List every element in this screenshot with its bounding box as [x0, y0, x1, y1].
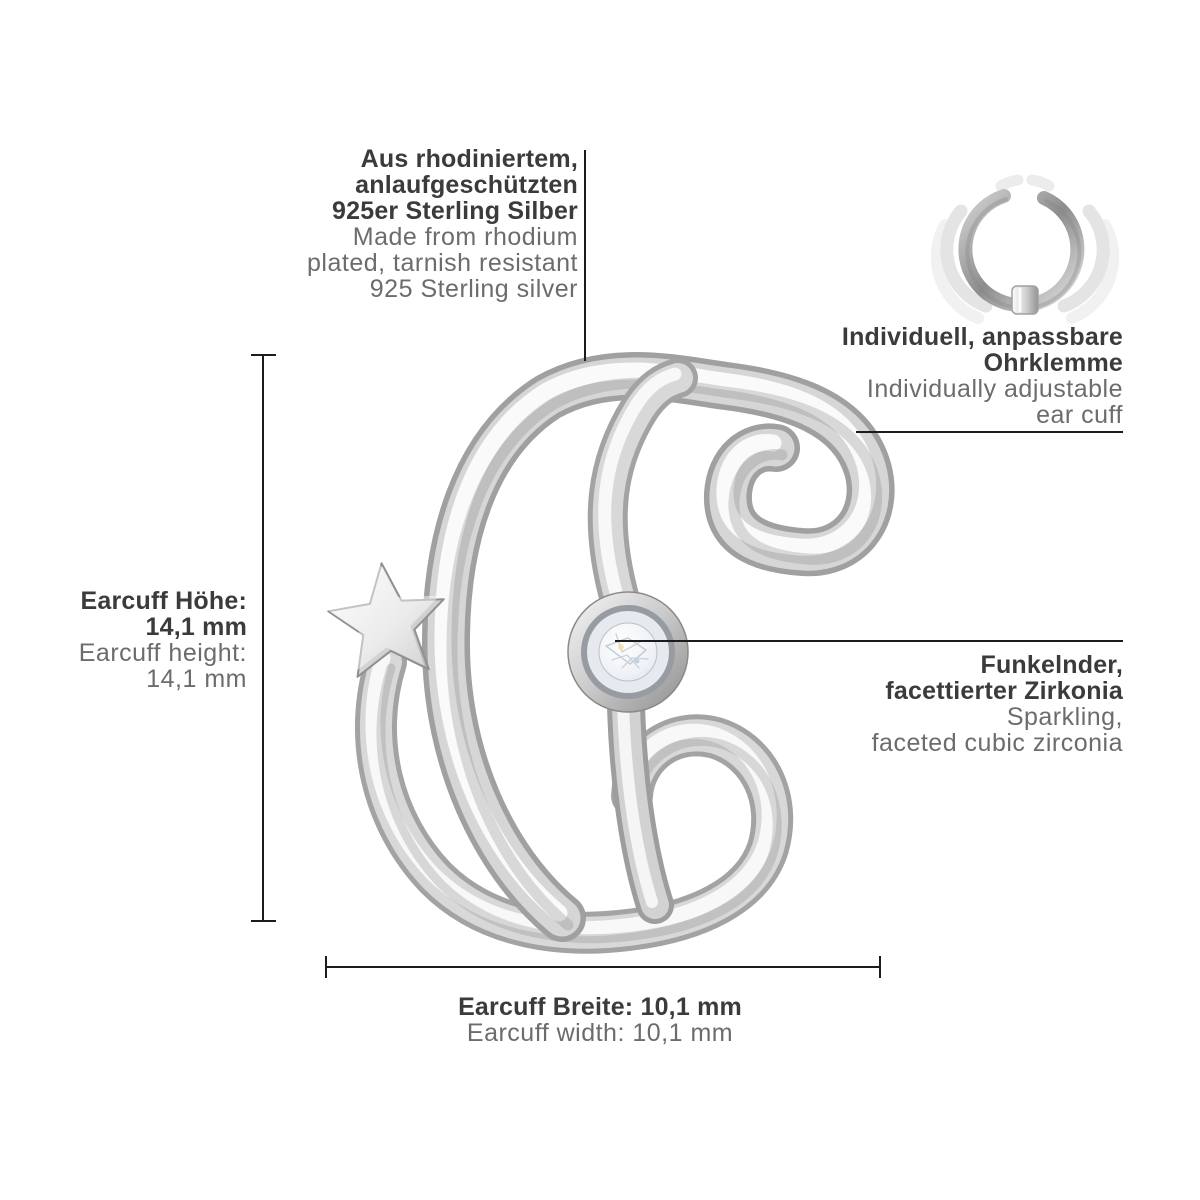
material-label-en: Made from rhodium	[352, 223, 578, 251]
height-label-en: Earcuff height:	[78, 639, 247, 667]
adjustable-label-de: Ohrklemme	[983, 349, 1123, 377]
width-dimension-cap-left	[325, 956, 327, 978]
leader-line-material	[584, 150, 586, 361]
material-label-de: 925er Sterling Silber	[332, 197, 578, 225]
zirconia-stone	[568, 592, 688, 712]
material-label-en: 925 Sterling silver	[369, 275, 578, 303]
zirconia-label-en: Sparkling,	[1006, 703, 1123, 731]
zirconia-label-de: facettierter Zirkonia	[885, 677, 1123, 705]
material-label-de: Aus rhodiniertem,	[360, 145, 578, 173]
height-value-en: 14,1 mm	[146, 665, 247, 693]
ear-cuff-render	[324, 371, 877, 939]
adjustable-label-en: ear cuff	[1036, 401, 1123, 429]
leader-line-adjustable	[856, 431, 1123, 433]
callout-height	[79, 588, 247, 692]
callout-adjustable	[842, 324, 1123, 428]
icon-ghost-tip-left	[1001, 180, 1018, 186]
callout-zirconia	[872, 652, 1123, 756]
adjustable-label-en: Individually adjustable	[866, 375, 1123, 403]
height-dimension-cap-top	[251, 354, 276, 356]
icon-ghost-tip-right	[1032, 180, 1049, 186]
width-label-en: Earcuff width: 10,1 mm	[466, 1019, 734, 1047]
callout-material	[307, 146, 578, 302]
adjustable-ear-cuff-icon	[937, 180, 1113, 318]
width-dimension-cap-right	[879, 956, 881, 978]
leader-line-zirconia	[615, 640, 1123, 642]
material-label-de: anlaufgeschützten	[355, 171, 578, 199]
zirconia-label-en: faceted cubic zirconia	[871, 729, 1123, 757]
width-label-de: Earcuff Breite: 10,1 mm	[458, 993, 742, 1021]
height-dimension-cap-bottom	[251, 920, 276, 922]
height-value-de: 14,1 mm	[145, 613, 247, 641]
adjustable-label-de: Individuell, anpassbare	[841, 323, 1123, 351]
ear-cuff-stone-band	[605, 374, 678, 600]
icon-clasp	[1012, 286, 1038, 314]
height-dimension-line	[262, 355, 264, 922]
width-dimension-line	[326, 966, 880, 968]
material-label-en: plated, tarnish resistant	[307, 249, 578, 277]
height-label-de: Earcuff Höhe:	[80, 587, 247, 615]
callout-width	[300, 994, 900, 1046]
zirconia-label-de: Funkelnder,	[980, 651, 1123, 679]
